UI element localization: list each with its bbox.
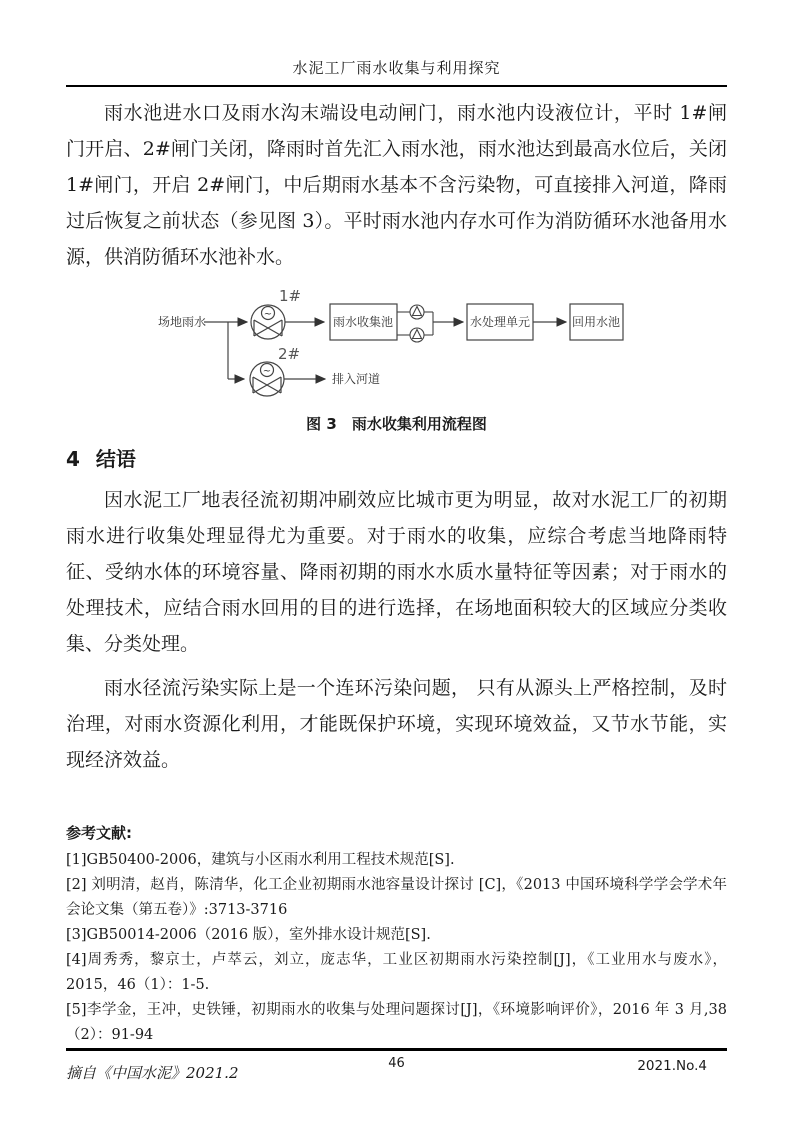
running-header [66, 0, 727, 87]
valve-1-label: 1# [279, 287, 302, 305]
river-discharge-label: 排入河道 [332, 372, 381, 386]
footer-page-number: 46 [388, 1056, 405, 1071]
valve-1-wave-symbol: ~ [263, 309, 273, 320]
figure-3 [150, 283, 727, 407]
reference-item: [4]周秀秀，黎京士，卢萃云，刘立，庞志华，工业区初期雨水污染控制[J]，《工业用水与废水》，2015，46（1）：1-5. [66, 952, 727, 993]
collect-pool-label: 雨水收集池 [332, 315, 394, 329]
paragraph-conclusion-1: 因水泥工厂地表径流初期冲刷效应比城市更为明显，故对水泥工厂的初期雨水进行收集处理显得尤为重要。对于雨水的收集，应综合考虑当地降雨特征、受纳水体的环境容量、降雨初期的雨水水质水量特征等因素；对于雨水的处理技术，应结合雨水回用的目的进行选择，在场地面积较大的区域应分类收集、分类处理。 [66, 489, 727, 655]
source-note: 摘自《中国水泥》2021.2 [66, 1064, 239, 1082]
reference-item: [2] 刘明清，赵肖，陈清华，化工企业初期雨水池容量设计探讨 [C]，《2013 中国环境科学学会学术年会论文集（第五卷）》:3713-3716 [66, 877, 727, 918]
section-title: 结语 [95, 447, 136, 471]
reuse-pool-label: 回用水池 [571, 315, 621, 329]
paragraph-intro: 雨水池进水口及雨水沟末端设电动闸门，雨水池内设液位计，平时 1#闸门开启、2#闸门关闭，降雨时首先汇入雨水池，雨水池达到最高水位后，关闭 1#闸门，开启 2#闸门，中后期雨水基本不含污染物，可直接排入河道，降雨过后恢复之前状态（参见图 3）。平时雨水池内存水可作为消防循环水池备用水源，供消防循环水池补水。 [66, 102, 727, 268]
section-number: 4 [66, 447, 80, 471]
paragraph-conclusion-2: 雨水径流污染实际上是一个连环污染问题， 只有从源头上严格控制，及时治理，对雨水资源化利用，才能既保护环境，实现环境效益，又节水节能，实现经济效益。 [66, 677, 727, 771]
figure-3-caption: 图 3 雨水收集利用流程图 [306, 415, 487, 433]
pump-group-icon [397, 305, 433, 342]
section-heading-conclusion [66, 446, 727, 472]
running-header-title: 水泥工厂雨水收集与利用探究 [292, 59, 501, 77]
treatment-unit-label: 水处理单元 [469, 315, 531, 329]
references-list [66, 848, 727, 1048]
rainwater-flow-diagram [150, 283, 650, 403]
page-content [66, 0, 727, 1083]
footer-issue-label: 2021.No.4 [637, 1058, 707, 1074]
valve-2-wave-symbol: ~ [262, 366, 272, 377]
valve-2-label: 2# [278, 345, 301, 363]
flow-lines [204, 322, 566, 379]
references-heading: 参考文献: [66, 824, 132, 842]
reference-item: [5]李学金，王冲，史铁锤，初期雨水的收集与处理问题探讨[J]，《环境影响评价》，2016 年 3 月,38（2）：91-94 [66, 1002, 727, 1043]
reference-item: [1]GB50400-2006，建筑与小区雨水利用工程技术规范[S]. [66, 852, 455, 868]
source-label: 场地雨水 [158, 315, 207, 329]
reference-item: [3]GB50014-2006（2016 版），室外排水设计规范[S]. [66, 927, 431, 943]
